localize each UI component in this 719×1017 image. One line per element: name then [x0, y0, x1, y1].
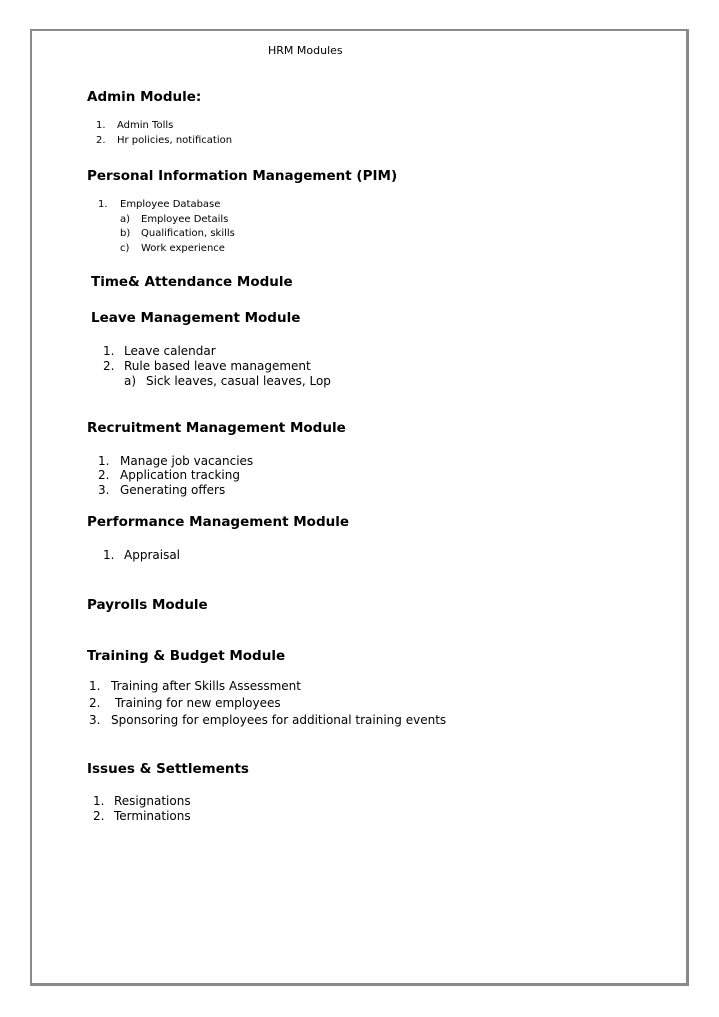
- list-item-number: 2.: [103, 359, 115, 373]
- list-item: Hr policies, notification: [117, 135, 233, 146]
- list-item: Resignations: [114, 794, 191, 808]
- list-item: Sponsoring for employees for additional training events: [111, 713, 447, 727]
- sub-item-letter: b): [120, 228, 131, 239]
- list-item-number: 2.: [96, 135, 106, 146]
- performance-heading: Performance Management Module: [87, 514, 349, 530]
- sub-item-letter: a): [120, 214, 131, 225]
- issues-settlements-heading: Issues & Settlements: [87, 761, 249, 777]
- sub-item: Sick leaves, casual leaves, Lop: [146, 374, 331, 388]
- admin-module-heading: Admin Module:: [87, 89, 202, 105]
- list-item: Application tracking: [120, 468, 240, 482]
- list-item-number: 2.: [98, 468, 110, 482]
- list-item: Training for new employees: [115, 696, 281, 710]
- list-item-number: 2.: [93, 809, 105, 823]
- list-item-number: 3.: [89, 713, 101, 727]
- list-item: Training after Skills Assessment: [111, 679, 301, 693]
- time-attendance-heading: Time& Attendance Module: [91, 274, 293, 290]
- list-item: Generating offers: [120, 483, 226, 497]
- list-item-number: 3.: [98, 483, 110, 497]
- payrolls-heading: Payrolls Module: [87, 597, 208, 613]
- list-item: Terminations: [114, 809, 191, 823]
- list-item-number: 2.: [89, 696, 101, 710]
- sub-item: Qualification, skills: [141, 228, 235, 239]
- pim-heading: Personal Information Management (PIM): [87, 168, 398, 184]
- list-item-number: 1.: [89, 679, 101, 693]
- sub-item: Employee Details: [141, 214, 229, 225]
- list-item-number: 1.: [103, 548, 115, 562]
- list-item-number: 1.: [98, 199, 108, 210]
- sub-item: Work experience: [141, 243, 225, 254]
- list-item: Rule based leave management: [124, 359, 311, 373]
- training-budget-heading: Training & Budget Module: [87, 648, 286, 664]
- list-item: Manage job vacancies: [120, 454, 254, 468]
- sub-item-letter: c): [120, 243, 130, 254]
- document-title: HRM Modules: [268, 44, 343, 57]
- list-item-number: 1.: [103, 344, 115, 358]
- list-item: Leave calendar: [124, 344, 216, 358]
- sub-item-letter: a): [124, 374, 137, 388]
- list-item: Appraisal: [124, 548, 181, 562]
- recruitment-heading: Recruitment Management Module: [87, 420, 346, 436]
- list-item-number: 1.: [98, 454, 110, 468]
- list-item-number: 1.: [96, 120, 106, 131]
- leave-management-heading: Leave Management Module: [91, 310, 301, 326]
- list-item-number: 1.: [93, 794, 105, 808]
- list-item: Admin Tolls: [117, 120, 174, 131]
- list-item: Employee Database: [120, 199, 221, 210]
